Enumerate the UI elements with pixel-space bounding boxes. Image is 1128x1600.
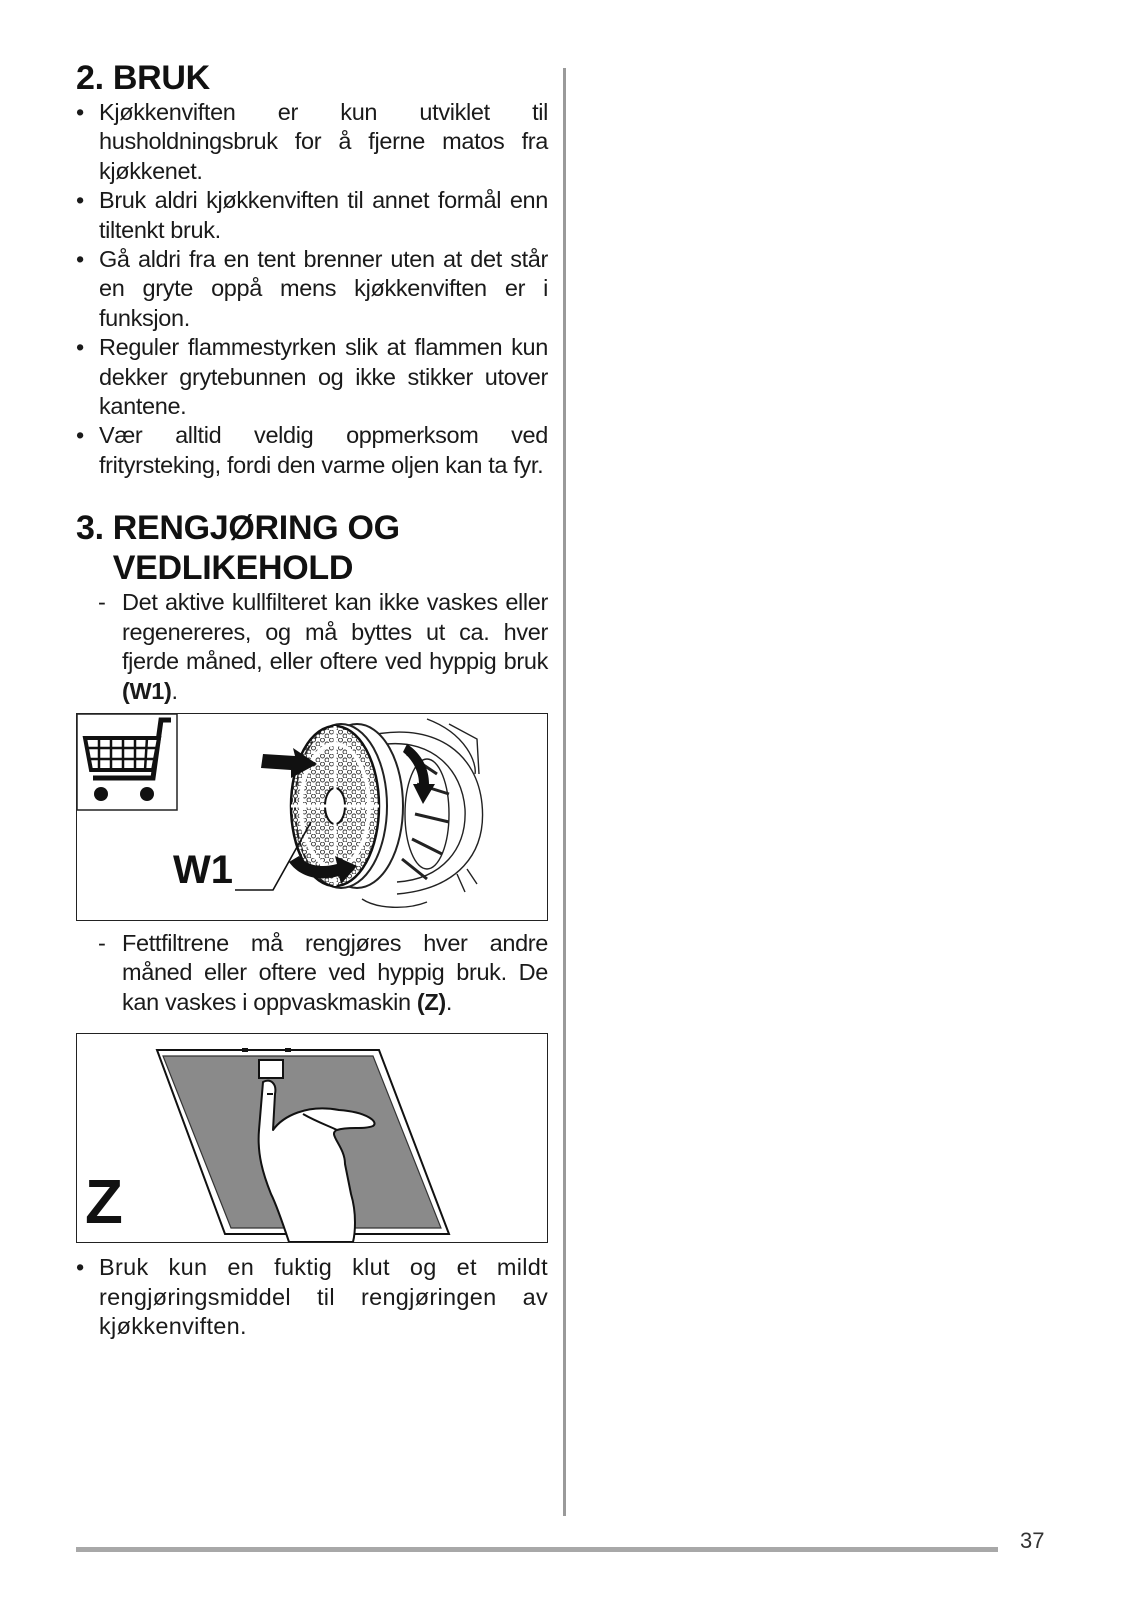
figure-reference-w1: (W1) <box>122 677 172 704</box>
section-2-bullet-list <box>76 98 548 480</box>
content-column <box>76 58 548 1341</box>
list-item: - Det aktive kullfilteret kan ikke vaskes eller regenereres, og må byttes ut ca. hver fjerde måned, eller oftere ved hyppig bruk (W1). <box>76 588 548 706</box>
section-3-title: RENGJØRING OG VEDLIKEHOLD <box>112 509 400 588</box>
list-item: • Bruk aldri kjøkkenviften til annet formål enn tiltenkt bruk. <box>76 186 548 245</box>
list-item: • Vær alltid veldig oppmerksom ved frityrsteking, fordi den varme oljen kan ta fyr. <box>76 421 548 480</box>
figure-w1-label: W1 <box>173 847 233 892</box>
section-3-number: 3. <box>76 509 104 548</box>
section-2-heading: 2. BRUK <box>76 59 210 97</box>
list-item: • Bruk kun en fuktig klut og et mildt rengjøringsmiddel til rengjøringen av kjøkkenviften. <box>76 1253 548 1341</box>
figure-reference-z: (Z) <box>416 988 446 1015</box>
carbon-filter-illustration <box>77 714 547 920</box>
list-item: • Kjøkkenviften er kun utviklet til husholdningsbruk for å fjerne matos fra kjøkkenet. <box>76 98 548 186</box>
shopping-cart-icon <box>77 714 177 810</box>
section-3-heading <box>76 508 548 588</box>
column-divider <box>563 68 566 1516</box>
list-item: - Fettfiltrene må rengjøres hver andre måned eller oftere ved hyppig bruk. De kan vaskes i oppvaskmaskin (Z). <box>76 929 548 1017</box>
cleaning-advice-list <box>76 1253 548 1341</box>
grease-filter-instructions <box>76 929 548 1017</box>
list-item: • Gå aldri fra en tent brenner uten at det står en gryte oppå mens kjøkkenviften er i funksjon. <box>76 245 548 333</box>
list-item: • Reguler flammestyrken slik at flammen kun dekker grytebunnen og ikke stikker utover kantene. <box>76 333 548 421</box>
grease-filter-illustration <box>77 1034 547 1242</box>
footer-rule <box>76 1547 998 1552</box>
figure-w1-carbon-filter <box>76 713 548 921</box>
page-number: 37 <box>1020 1528 1045 1553</box>
figure-z-grease-filter <box>76 1033 548 1243</box>
carbon-filter-instructions <box>76 588 548 706</box>
figure-z-label: Z <box>85 1168 123 1238</box>
